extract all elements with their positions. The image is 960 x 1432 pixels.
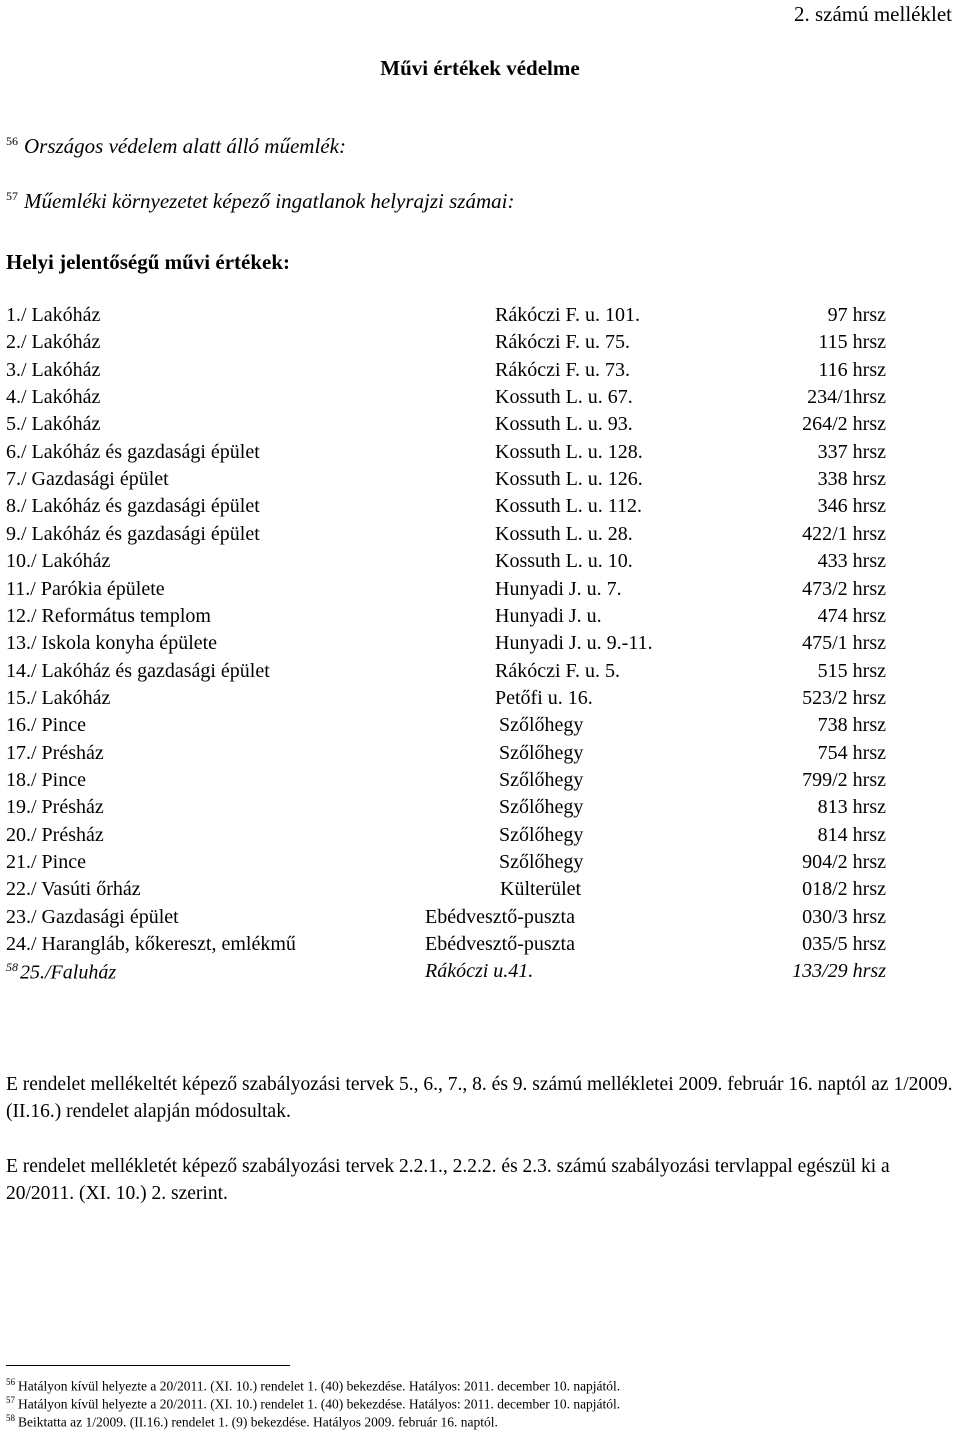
item-name-text: 10./ Lakóház xyxy=(6,550,111,573)
item-lot-number: 115 hrsz xyxy=(818,331,886,354)
item-name xyxy=(6,304,100,327)
item-name-text: 4./ Lakóház xyxy=(6,386,101,409)
list-item xyxy=(0,933,960,960)
item-name-text: 2./ Lakóház xyxy=(6,331,101,354)
item-address: Kossuth L. u. 112. xyxy=(495,495,643,518)
item-name-text: 3./ Lakóház xyxy=(6,358,101,381)
item-lot-number: 116 hrsz xyxy=(818,358,886,381)
item-name-text: 1./ Lakóház xyxy=(6,304,101,326)
item-name xyxy=(6,960,116,985)
item-lot-number: 738 hrsz xyxy=(817,714,886,737)
item-address: Szőlőhegy xyxy=(499,823,584,846)
item-address: Kossuth L. u. 28. xyxy=(495,522,633,545)
list-item xyxy=(0,441,960,468)
item-name xyxy=(6,742,104,765)
list-item xyxy=(0,960,960,987)
item-address: Kossuth L. u. 10. xyxy=(495,550,633,573)
item-name-text: 25./Faluház xyxy=(20,962,117,985)
item-lot-number: 523/2 hrsz xyxy=(802,686,886,709)
list-item xyxy=(0,687,960,714)
item-name xyxy=(6,632,217,655)
list-item xyxy=(0,742,960,769)
item-name xyxy=(6,578,165,601)
item-name-text: 21./ Pince xyxy=(6,851,86,873)
item-address: Rákóczi F. u. 101. xyxy=(495,304,641,326)
list-item xyxy=(0,550,960,577)
item-name xyxy=(6,851,86,874)
item-name-text: 7./ Gazdasági épület xyxy=(6,468,169,491)
item-lot-number: 475/1 hrsz xyxy=(802,632,886,655)
item-lot-number: 754 hrsz xyxy=(817,741,886,764)
item-name-text: 22./ Vasúti őrház xyxy=(6,878,141,901)
item-address: Hunyadi J. u. 9.-11. xyxy=(495,632,653,655)
item-address: Külterület xyxy=(500,878,582,901)
item-lot-number: 515 hrsz xyxy=(817,659,886,682)
item-name-text: 5./ Lakóház xyxy=(6,413,101,436)
item-address: Kossuth L. u. 67. xyxy=(495,386,633,409)
footnote-number: 56 xyxy=(6,1377,15,1387)
item-address: Rákóczi F. u. 73. xyxy=(495,358,631,381)
footnote-number: 57 xyxy=(6,1395,15,1405)
item-name xyxy=(6,878,141,901)
item-name-text: 17./ Présház xyxy=(6,741,104,764)
item-address: Petőfi u. 16. xyxy=(495,686,593,709)
list-item xyxy=(0,605,960,632)
item-name-text: 18./ Pince xyxy=(6,768,86,791)
item-address: Kossuth L. u. 128. xyxy=(495,440,643,463)
footnote-divider xyxy=(6,1365,290,1366)
item-name-text: 15./ Lakóház xyxy=(6,686,111,709)
item-address: Hunyadi J. u. 7. xyxy=(495,577,622,600)
item-lot-number: 133/29 hrsz xyxy=(792,960,886,983)
list-item xyxy=(0,331,960,358)
item-lot-number: 813 hrsz xyxy=(817,796,886,819)
footnote-ref: 56 xyxy=(6,134,18,148)
footnote-number: 58 xyxy=(6,1413,15,1423)
item-address: Kossuth L. u. 93. xyxy=(495,413,633,436)
item-name xyxy=(6,906,179,929)
footnote xyxy=(6,1413,498,1431)
section-heading: Országos védelem alatt álló műemlék: xyxy=(24,134,346,158)
footnote-ref: 58 xyxy=(6,960,18,975)
item-name xyxy=(6,605,211,628)
footnote-text: Hatályon kívül helyezte a 20/2011. (XI. 10.) rendelet 1. (40) bekezdése. Hatályos: 2011. december 10. napjától. xyxy=(18,1396,621,1412)
item-name-text: 13./ Iskola konyha épülete xyxy=(6,632,218,655)
item-lot-number: 264/2 hrsz xyxy=(802,413,886,436)
item-name xyxy=(6,687,110,710)
item-name-text: 24./ Harangláb, kőkereszt, emlékmű xyxy=(6,933,296,956)
item-name-text: 16./ Pince xyxy=(6,714,86,737)
item-address: Ebédvesztő-puszta xyxy=(425,905,575,928)
item-name xyxy=(6,796,104,819)
item-lot-number: 346 hrsz xyxy=(817,495,886,518)
footnote-text: Hatályon kívül helyezte a 20/2011. (XI. 10.) rendelet 1. (40) bekezdése. Hatályos: 2011. december 10. napjától. xyxy=(18,1378,621,1394)
list-item xyxy=(0,578,960,605)
item-address: Rákóczi u.41. xyxy=(425,960,534,983)
item-name-text: 23./ Gazdasági épület xyxy=(6,905,179,928)
item-lot-number: 234/1hrsz xyxy=(807,386,886,409)
item-address: Szőlőhegy xyxy=(499,768,584,791)
item-lot-number: 035/5 hrsz xyxy=(802,933,886,956)
item-name-text: 9./ Lakóház és gazdasági épület xyxy=(6,522,260,545)
list-item xyxy=(0,359,960,386)
list-item xyxy=(0,824,960,851)
item-name-text: 11./ Parókia épülete xyxy=(6,577,165,600)
item-name xyxy=(6,660,270,683)
local-values-heading: Helyi jelentőségű művi értékek: xyxy=(6,250,291,274)
footnote xyxy=(6,1377,620,1395)
item-address: Szőlőhegy xyxy=(499,796,584,819)
list-item xyxy=(0,796,960,823)
item-address: Szőlőhegy xyxy=(499,714,584,737)
list-item xyxy=(0,660,960,687)
annex-label: 2. számú melléklet xyxy=(793,2,952,26)
item-name-text: 12./ Református templom xyxy=(6,604,211,627)
item-name xyxy=(6,824,104,847)
section-heading: Műemléki környezetet képező ingatlanok helyrajzi számai: xyxy=(24,189,515,213)
list-item xyxy=(0,386,960,413)
list-item xyxy=(0,851,960,878)
item-lot-number: 030/3 hrsz xyxy=(802,905,886,928)
item-lot-number: 97 hrsz xyxy=(827,304,886,326)
footnote-text: Beiktatta az 1/2009. (II.16.) rendelet 1. (9) bekezdése. Hatályos 2009. február 16. naptól. xyxy=(18,1414,498,1430)
list-item xyxy=(0,632,960,659)
item-lot-number: 338 hrsz xyxy=(817,468,886,491)
item-lot-number: 337 hrsz xyxy=(817,440,886,463)
item-name xyxy=(6,359,100,382)
item-lot-number: 799/2 hrsz xyxy=(802,768,886,791)
item-address: Hunyadi J. u. xyxy=(495,604,602,627)
list-item xyxy=(0,878,960,905)
item-name xyxy=(6,495,260,518)
list-item xyxy=(0,413,960,440)
list-item xyxy=(0,714,960,741)
item-lot-number: 474 hrsz xyxy=(817,604,886,627)
item-name-text: 20./ Présház xyxy=(6,823,104,846)
item-name-text: 8./ Lakóház és gazdasági épület xyxy=(6,495,260,518)
item-name-text: 19./ Présház xyxy=(6,796,104,819)
list-item xyxy=(0,906,960,933)
item-name xyxy=(6,386,100,409)
item-address: Ebédvesztő-puszta xyxy=(425,933,575,956)
supplement-paragraph: E rendelet mellékletét képező szabályozási tervek 2.2.1., 2.2.2. és 2.3. számú szabályozási tervlappal egészül ki a 20/2011. (XI. 10.) 2. szerint. xyxy=(6,1156,890,1204)
footnote-ref: 57 xyxy=(6,189,18,203)
item-name xyxy=(6,714,86,737)
item-name xyxy=(6,550,110,573)
item-address: Kossuth L. u. 126. xyxy=(495,468,643,491)
item-address: Rákóczi F. u. 5. xyxy=(495,659,621,682)
item-name xyxy=(6,413,100,436)
list-item xyxy=(0,304,960,331)
item-lot-number: 904/2 hrsz xyxy=(802,851,886,873)
section-monument-surroundings xyxy=(6,189,514,214)
item-name xyxy=(6,441,260,464)
item-address: Szőlőhegy xyxy=(499,741,584,764)
item-name xyxy=(6,468,169,491)
list-item xyxy=(0,495,960,522)
amendment-paragraph: E rendelet mellékeltét képező szabályozási tervek 5., 6., 7., 8. és 9. számú mellékletei 2009. február 16. naptól az 1/2009. (II.16.) rendelet alapján módosultak. xyxy=(6,1074,953,1122)
item-name xyxy=(6,933,296,956)
footnote xyxy=(6,1395,620,1413)
list-item xyxy=(0,523,960,550)
item-lot-number: 473/2 hrsz xyxy=(802,577,886,600)
item-address: Rákóczi F. u. 75. xyxy=(495,331,631,354)
item-name xyxy=(6,523,260,546)
item-name xyxy=(6,769,86,792)
page-title: Művi értékek védelme xyxy=(380,56,580,80)
item-lot-number: 814 hrsz xyxy=(817,823,886,846)
item-name-text: 14./ Lakóház és gazdasági épület xyxy=(6,659,270,682)
item-name xyxy=(6,331,100,354)
item-lot-number: 433 hrsz xyxy=(817,550,886,573)
item-lot-number: 018/2 hrsz xyxy=(802,878,886,901)
list-item xyxy=(0,468,960,495)
item-name-text: 6./ Lakóház és gazdasági épület xyxy=(6,440,260,463)
item-lot-number: 422/1 hrsz xyxy=(802,522,886,545)
list-item xyxy=(0,769,960,796)
item-address: Szőlőhegy xyxy=(499,851,584,873)
section-national-monuments xyxy=(6,134,346,159)
